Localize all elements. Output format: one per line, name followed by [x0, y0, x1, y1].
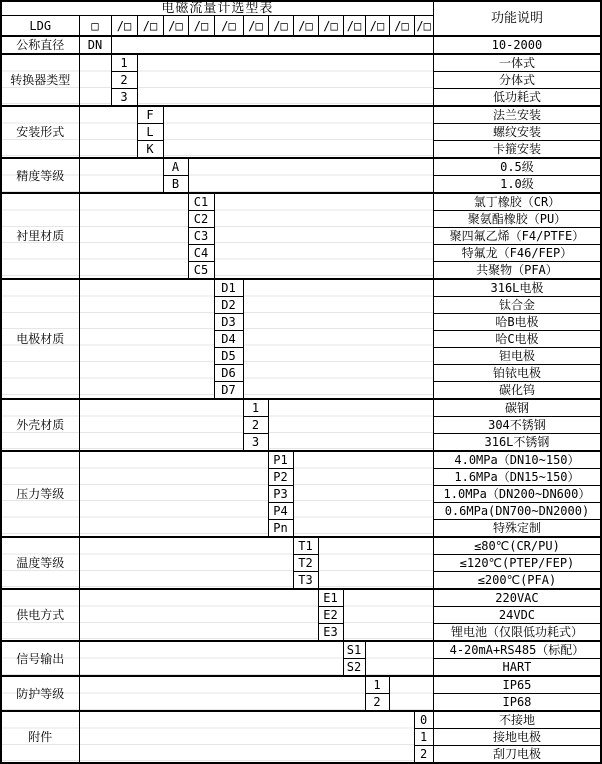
code-cell: 3	[243, 434, 268, 452]
code-cell: Pn	[268, 520, 293, 538]
merged-spacer-cell	[389, 676, 433, 711]
code-cell: C2	[188, 211, 214, 228]
code-cell: P3	[268, 486, 293, 503]
model-slash-box-cell: /□	[293, 16, 318, 37]
code-cell: C4	[188, 245, 214, 262]
desc-cell: 特氟龙（F46/FEP）	[433, 245, 601, 262]
merged-spacer-cell	[79, 451, 268, 537]
desc-cell: 钽电极	[433, 348, 601, 365]
desc-cell: 聚四氟乙烯（F4/PTFE）	[433, 228, 601, 245]
code-cell: D6	[214, 365, 243, 382]
table-title: 电磁流量计选型表	[1, 1, 433, 16]
model-slash-box-cell: /□	[268, 16, 293, 37]
code-cell: D4	[214, 331, 243, 348]
section-label-housing-material: 外壳材质	[1, 399, 79, 451]
merged-spacer-cell	[318, 537, 433, 589]
model-slash-box-cell: /□	[214, 16, 243, 37]
code-cell: S1	[343, 641, 365, 659]
desc-cell: ≤80℃(CR/PU)	[433, 537, 601, 555]
merged-spacer-cell	[188, 158, 433, 193]
code-cell: S2	[343, 659, 365, 677]
model-prefix-cell: LDG	[1, 16, 79, 37]
desc-cell: 1.0MPa（DN200~DN600）	[433, 486, 601, 503]
desc-cell: 316L电极	[433, 279, 601, 297]
code-cell: E3	[318, 624, 343, 642]
desc-cell: 碳钢	[433, 399, 601, 417]
code-cell: F	[137, 106, 163, 124]
merged-spacer-cell	[79, 106, 137, 158]
code-cell: 2	[243, 417, 268, 434]
merged-spacer-cell	[343, 589, 433, 641]
merged-spacer-cell	[268, 399, 433, 451]
merged-spacer-cell	[79, 399, 243, 451]
desc-cell: 哈C电极	[433, 331, 601, 348]
section-label-accuracy: 精度等级	[1, 158, 79, 193]
desc-cell: 聚氨酯橡胶（PU）	[433, 211, 601, 228]
merged-spacer-cell	[79, 279, 214, 399]
code-cell: 1	[414, 729, 433, 746]
desc-cell: ≤120℃(PTEP/FEP)	[433, 555, 601, 572]
desc-cell: 0.6MPa(DN700~DN2000)	[433, 503, 601, 520]
merged-spacer-cell	[79, 589, 318, 641]
merged-spacer-cell	[79, 54, 111, 106]
merged-spacer-cell	[163, 106, 433, 158]
desc-cell: 0.5级	[433, 158, 601, 176]
desc-cell: 铂铱电极	[433, 365, 601, 382]
section-label-nominal-diameter: 公称直径	[1, 36, 79, 54]
code-cell: A	[163, 158, 188, 176]
desc-cell: 24VDC	[433, 607, 601, 624]
desc-cell: 哈B电极	[433, 314, 601, 331]
code-cell: 1	[243, 399, 268, 417]
desc-cell: 碳化钨	[433, 382, 601, 400]
desc-cell: 不接地	[433, 711, 601, 729]
merged-spacer-cell	[79, 537, 293, 589]
desc-cell: 卡箍安装	[433, 141, 601, 159]
desc-cell: 10-2000	[433, 36, 601, 54]
section-label-installation: 安装形式	[1, 106, 79, 158]
merged-spacer-cell	[79, 676, 365, 711]
section-label-converter-type: 转换器类型	[1, 54, 79, 106]
model-slash-box-cell: /□	[111, 16, 137, 37]
code-cell: D1	[214, 279, 243, 297]
merged-spacer-cell	[365, 641, 433, 676]
merged-spacer-cell	[214, 193, 433, 279]
desc-cell: 220VAC	[433, 589, 601, 607]
merged-spacer-cell	[243, 279, 433, 399]
merged-spacer-cell	[79, 711, 414, 763]
desc-cell: IP68	[433, 694, 601, 712]
code-cell: 2	[414, 746, 433, 764]
code-cell: 2	[111, 72, 137, 89]
desc-cell: 氯丁橡胶（CR）	[433, 193, 601, 211]
code-cell: K	[137, 141, 163, 159]
merged-spacer-cell	[137, 54, 433, 106]
desc-cell: 刮刀电极	[433, 746, 601, 764]
code-cell: 1	[111, 54, 137, 72]
desc-cell: IP65	[433, 676, 601, 694]
section-label-electrode-material: 电极材质	[1, 279, 79, 399]
model-box-cell: □	[79, 16, 111, 37]
code-cell: C1	[188, 193, 214, 211]
desc-cell: 304不锈钢	[433, 417, 601, 434]
desc-cell: 4-20mA+RS485（标配）	[433, 641, 601, 659]
code-cell: C5	[188, 262, 214, 280]
desc-cell: 共聚物（PFA）	[433, 262, 601, 280]
desc-cell: 螺纹安装	[433, 124, 601, 141]
section-label-liner-material: 衬里材质	[1, 193, 79, 279]
code-cell: E2	[318, 607, 343, 624]
desc-cell: 钛合金	[433, 297, 601, 314]
code-cell: L	[137, 124, 163, 141]
code-cell: P4	[268, 503, 293, 520]
desc-cell: 低功耗式	[433, 89, 601, 107]
model-slash-box-cell: /□	[243, 16, 268, 37]
merged-spacer-cell	[111, 36, 433, 54]
code-cell: P2	[268, 469, 293, 486]
section-label-accessories: 附件	[1, 711, 79, 763]
section-label-power-supply: 供电方式	[1, 589, 79, 641]
desc-cell: 分体式	[433, 72, 601, 89]
code-cell: D7	[214, 382, 243, 400]
model-slash-box-cell: /□	[365, 16, 389, 37]
desc-cell: HART	[433, 659, 601, 677]
section-label-temperature-rating: 温度等级	[1, 537, 79, 589]
model-slash-box-cell: /□	[318, 16, 343, 37]
code-cell: D2	[214, 297, 243, 314]
code-cell: C3	[188, 228, 214, 245]
model-slash-box-cell: /□	[414, 16, 433, 37]
desc-cell: 锂电池（仅限低功耗式）	[433, 624, 601, 642]
code-cell: D5	[214, 348, 243, 365]
desc-cell: 4.0MPa（DN10~150）	[433, 451, 601, 469]
desc-cell: 1.0级	[433, 176, 601, 194]
merged-spacer-cell	[79, 193, 188, 279]
model-slash-box-cell: /□	[163, 16, 188, 37]
code-cell: B	[163, 176, 188, 194]
desc-cell: 特殊定制	[433, 520, 601, 538]
model-slash-box-cell: /□	[343, 16, 365, 37]
model-slash-box-cell: /□	[188, 16, 214, 37]
function-column-header: 功能说明	[433, 1, 601, 36]
merged-spacer-cell	[293, 451, 433, 537]
section-label-protection-rating: 防护等级	[1, 676, 79, 711]
merged-spacer-cell	[79, 158, 163, 193]
code-cell: T1	[293, 537, 318, 555]
merged-spacer-cell	[79, 641, 343, 676]
code-cell: DN	[79, 36, 111, 54]
code-cell: 3	[111, 89, 137, 107]
desc-cell: 接地电极	[433, 729, 601, 746]
desc-cell: ≤200℃(PFA)	[433, 572, 601, 590]
desc-cell: 1.6MPa（DN15~150）	[433, 469, 601, 486]
desc-cell: 一体式	[433, 54, 601, 72]
desc-cell: 316L不锈钢	[433, 434, 601, 452]
code-cell: 2	[365, 694, 389, 712]
code-cell: P1	[268, 451, 293, 469]
model-slash-box-cell: /□	[389, 16, 414, 37]
section-label-pressure-rating: 压力等级	[1, 451, 79, 537]
section-label-signal-output: 信号输出	[1, 641, 79, 676]
code-cell: 1	[365, 676, 389, 694]
code-cell: 0	[414, 711, 433, 729]
code-cell: T3	[293, 572, 318, 590]
model-slash-box-cell: /□	[137, 16, 163, 37]
desc-cell: 法兰安装	[433, 106, 601, 124]
code-cell: E1	[318, 589, 343, 607]
code-cell: T2	[293, 555, 318, 572]
code-cell: D3	[214, 314, 243, 331]
